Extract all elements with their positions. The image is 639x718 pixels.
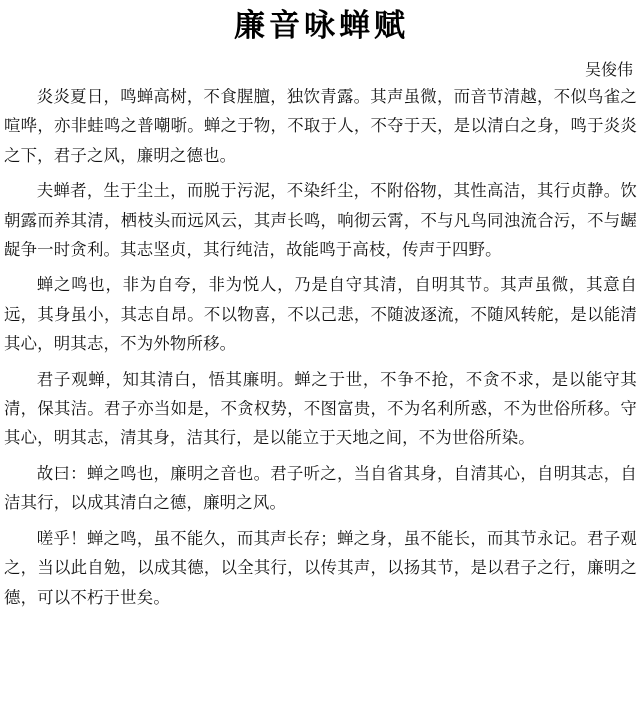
paragraph-1: 炎炎夏日，鸣蝉高树，不食腥膻，独饮青露。其声虽微，而音节清越，不似鸟雀之喧哗，亦非蛙鸣之普嘲哳。蝉之于物，不取于人，不夺于天，是以清白之身，鸣于炎炎之下，君子之风，廉明之德也。	[4, 87, 637, 165]
paragraph-3: 蝉之鸣也，非为自夸，非为悦人，乃是自守其清，自明其节。其声虽微，其意自远，其身虽小，其志自昂。不以物喜，不以己悲，不随波逐流，不随风转舵，是以能清其心，明其志，不为外物所移。	[4, 275, 637, 354]
paragraph-2: 夫蝉者，生于尘土，而脱于污泥，不染纤尘，不附俗物，其性高洁，其行贞静。饮朝露而养其清，栖枝头而远风云，其声长鸣，响彻云霄，不与凡鸟同浊流合污，不与龌龊争一时贪利。其志坚贞，其行纯洁，故能鸣于高枝，传声于四野。	[4, 181, 637, 260]
article-body	[4, 82, 639, 618]
paragraph-6: 嗟乎！蝉之鸣，虽不能久，而其声长存；蝉之身，虽不能长，而其节永记。君子观之，当以此自勉，以成其德，以全其行，以传其声，以扬其节，是以君子之行，廉明之德，可以不朽于世矣。	[4, 528, 637, 607]
paragraph-5: 故曰：蝉之鸣也，廉明之音也。君子听之，当自省其身，自清其心，自明其志，自洁其行，以成其清白之德，廉明之风。	[4, 463, 637, 513]
paragraph-4: 君子观蝉，知其清白，悟其廉明。蝉之于世，不争不抢，不贪不求，是以能守其清，保其洁。君子亦当如是，不贪权势，不图富贵，不为名利所惑，不为世俗所移。守其心，明其志，清其身，洁其行，是以能立于天地之间，不为世俗所染。	[4, 369, 637, 448]
author-name: 吴俊伟	[584, 60, 633, 79]
document-title: 廉音咏蝉赋	[234, 8, 409, 44]
